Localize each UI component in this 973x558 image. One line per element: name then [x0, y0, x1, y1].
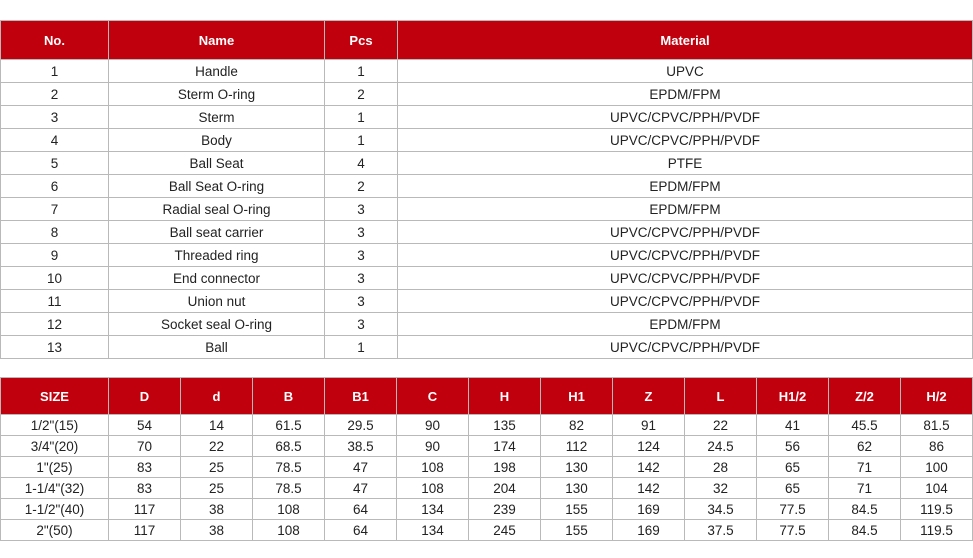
parts-cell: 3	[325, 313, 398, 336]
size-header-cell: B1	[325, 378, 397, 415]
size-table-row	[1, 457, 973, 478]
parts-cell: UPVC/CPVC/PPH/PVDF	[398, 290, 973, 313]
size-header-cell: H	[469, 378, 541, 415]
parts-cell: 2	[325, 175, 398, 198]
size-cell: 83	[109, 478, 181, 499]
parts-table-header	[1, 21, 973, 60]
size-cell: 174	[469, 436, 541, 457]
size-cell: 90	[397, 415, 469, 436]
size-cell: 108	[397, 457, 469, 478]
size-cell: 117	[109, 520, 181, 541]
size-cell: 119.5	[901, 520, 973, 541]
parts-cell: 7	[1, 198, 109, 221]
size-table-body	[1, 415, 973, 541]
size-cell: 14	[181, 415, 253, 436]
parts-cell: Ball Seat O-ring	[109, 175, 325, 198]
size-header-cell: D	[109, 378, 181, 415]
parts-cell: 12	[1, 313, 109, 336]
parts-cell: UPVC/CPVC/PPH/PVDF	[398, 267, 973, 290]
parts-cell: Union nut	[109, 290, 325, 313]
size-cell: 25	[181, 478, 253, 499]
size-cell: 25	[181, 457, 253, 478]
parts-cell: EPDM/FPM	[398, 83, 973, 106]
size-cell: 65	[757, 478, 829, 499]
parts-cell: 3	[325, 267, 398, 290]
size-cell: 84.5	[829, 520, 901, 541]
parts-cell: 2	[325, 83, 398, 106]
size-header-cell: C	[397, 378, 469, 415]
size-cell: 239	[469, 499, 541, 520]
size-cell: 64	[325, 520, 397, 541]
size-cell: 2"(50)	[1, 520, 109, 541]
size-cell: 81.5	[901, 415, 973, 436]
size-cell: 68.5	[253, 436, 325, 457]
size-header-cell: L	[685, 378, 757, 415]
size-cell: 3/4"(20)	[1, 436, 109, 457]
size-cell: 61.5	[253, 415, 325, 436]
size-cell: 62	[829, 436, 901, 457]
size-cell: 65	[757, 457, 829, 478]
parts-header-cell: Material	[398, 21, 973, 60]
parts-cell: Threaded ring	[109, 244, 325, 267]
parts-cell: PTFE	[398, 152, 973, 175]
parts-cell: Socket seal O-ring	[109, 313, 325, 336]
parts-cell: Ball seat carrier	[109, 221, 325, 244]
size-cell: 70	[109, 436, 181, 457]
parts-cell: 2	[1, 83, 109, 106]
size-cell: 28	[685, 457, 757, 478]
parts-cell: 10	[1, 267, 109, 290]
size-header-cell: d	[181, 378, 253, 415]
size-cell: 108	[253, 499, 325, 520]
size-cell: 71	[829, 457, 901, 478]
parts-cell: 9	[1, 244, 109, 267]
parts-cell: Ball Seat	[109, 152, 325, 175]
parts-table-row	[1, 290, 973, 313]
size-cell: 155	[541, 499, 613, 520]
size-cell: 78.5	[253, 478, 325, 499]
size-cell: 1"(25)	[1, 457, 109, 478]
size-table-row	[1, 478, 973, 499]
parts-cell: UPVC	[398, 60, 973, 83]
size-cell: 198	[469, 457, 541, 478]
size-cell: 38	[181, 499, 253, 520]
parts-cell: UPVC/CPVC/PPH/PVDF	[398, 106, 973, 129]
size-cell: 83	[109, 457, 181, 478]
size-cell: 119.5	[901, 499, 973, 520]
size-header-cell: Z/2	[829, 378, 901, 415]
size-header-cell: H/2	[901, 378, 973, 415]
parts-cell: 4	[1, 129, 109, 152]
size-table-row	[1, 415, 973, 436]
size-cell: 169	[613, 520, 685, 541]
parts-table	[0, 20, 973, 359]
size-header-cell: H1/2	[757, 378, 829, 415]
parts-cell: UPVC/CPVC/PPH/PVDF	[398, 129, 973, 152]
size-cell: 24.5	[685, 436, 757, 457]
size-cell: 34.5	[685, 499, 757, 520]
size-cell: 108	[253, 520, 325, 541]
parts-cell: 6	[1, 175, 109, 198]
parts-cell: 1	[325, 106, 398, 129]
parts-cell: 8	[1, 221, 109, 244]
parts-cell: 11	[1, 290, 109, 313]
parts-table-row	[1, 129, 973, 152]
size-cell: 1-1/2"(40)	[1, 499, 109, 520]
size-cell: 22	[181, 436, 253, 457]
parts-cell: Sterm O-ring	[109, 83, 325, 106]
parts-table-row	[1, 175, 973, 198]
parts-cell: 4	[325, 152, 398, 175]
size-cell: 47	[325, 478, 397, 499]
size-cell: 100	[901, 457, 973, 478]
size-table-row	[1, 436, 973, 457]
size-cell: 104	[901, 478, 973, 499]
size-cell: 82	[541, 415, 613, 436]
parts-cell: Ball	[109, 336, 325, 359]
size-cell: 130	[541, 478, 613, 499]
parts-cell: UPVC/CPVC/PPH/PVDF	[398, 244, 973, 267]
parts-table-row	[1, 152, 973, 175]
size-table	[0, 377, 973, 541]
size-cell: 124	[613, 436, 685, 457]
parts-cell: EPDM/FPM	[398, 198, 973, 221]
parts-cell: 5	[1, 152, 109, 175]
parts-cell: 3	[1, 106, 109, 129]
size-cell: 77.5	[757, 499, 829, 520]
size-cell: 1/2"(15)	[1, 415, 109, 436]
parts-cell: Radial seal O-ring	[109, 198, 325, 221]
parts-table-row	[1, 198, 973, 221]
size-cell: 108	[397, 478, 469, 499]
size-table-row	[1, 520, 973, 541]
parts-cell: UPVC/CPVC/PPH/PVDF	[398, 336, 973, 359]
parts-cell: 3	[325, 198, 398, 221]
parts-cell: 1	[325, 129, 398, 152]
size-header-cell: Z	[613, 378, 685, 415]
parts-table-body	[1, 60, 973, 359]
size-cell: 47	[325, 457, 397, 478]
size-cell: 142	[613, 478, 685, 499]
parts-cell: Handle	[109, 60, 325, 83]
size-cell: 32	[685, 478, 757, 499]
size-cell: 135	[469, 415, 541, 436]
parts-cell: UPVC/CPVC/PPH/PVDF	[398, 221, 973, 244]
size-cell: 130	[541, 457, 613, 478]
parts-table-row	[1, 221, 973, 244]
parts-header-cell: Name	[109, 21, 325, 60]
size-cell: 91	[613, 415, 685, 436]
size-cell: 84.5	[829, 499, 901, 520]
parts-header-cell: Pcs	[325, 21, 398, 60]
size-cell: 112	[541, 436, 613, 457]
parts-cell: 1	[325, 336, 398, 359]
size-cell: 71	[829, 478, 901, 499]
size-cell: 1-1/4"(32)	[1, 478, 109, 499]
parts-cell: Body	[109, 129, 325, 152]
parts-table-row	[1, 313, 973, 336]
parts-table-row	[1, 60, 973, 83]
size-cell: 245	[469, 520, 541, 541]
parts-cell: 1	[325, 60, 398, 83]
size-cell: 142	[613, 457, 685, 478]
parts-cell: 3	[325, 221, 398, 244]
size-cell: 45.5	[829, 415, 901, 436]
parts-table-row	[1, 106, 973, 129]
size-cell: 37.5	[685, 520, 757, 541]
size-header-cell: SIZE	[1, 378, 109, 415]
parts-cell: EPDM/FPM	[398, 313, 973, 336]
size-cell: 134	[397, 499, 469, 520]
size-cell: 38.5	[325, 436, 397, 457]
parts-table-row	[1, 83, 973, 106]
size-cell: 117	[109, 499, 181, 520]
parts-table-row	[1, 267, 973, 290]
size-cell: 22	[685, 415, 757, 436]
size-cell: 78.5	[253, 457, 325, 478]
size-header-cell: B	[253, 378, 325, 415]
size-cell: 90	[397, 436, 469, 457]
parts-cell: EPDM/FPM	[398, 175, 973, 198]
size-cell: 77.5	[757, 520, 829, 541]
parts-table-row	[1, 336, 973, 359]
parts-cell: 13	[1, 336, 109, 359]
size-cell: 64	[325, 499, 397, 520]
size-table-header	[1, 378, 973, 415]
size-cell: 169	[613, 499, 685, 520]
size-cell: 86	[901, 436, 973, 457]
size-cell: 155	[541, 520, 613, 541]
size-cell: 41	[757, 415, 829, 436]
size-cell: 56	[757, 436, 829, 457]
size-header-cell: H1	[541, 378, 613, 415]
size-cell: 38	[181, 520, 253, 541]
size-cell: 204	[469, 478, 541, 499]
parts-cell: 3	[325, 290, 398, 313]
size-cell: 134	[397, 520, 469, 541]
parts-header-cell: No.	[1, 21, 109, 60]
size-table-row	[1, 499, 973, 520]
size-cell: 54	[109, 415, 181, 436]
size-cell: 29.5	[325, 415, 397, 436]
parts-table-row	[1, 244, 973, 267]
parts-cell: End connector	[109, 267, 325, 290]
parts-cell: 1	[1, 60, 109, 83]
parts-cell: Sterm	[109, 106, 325, 129]
parts-cell: 3	[325, 244, 398, 267]
